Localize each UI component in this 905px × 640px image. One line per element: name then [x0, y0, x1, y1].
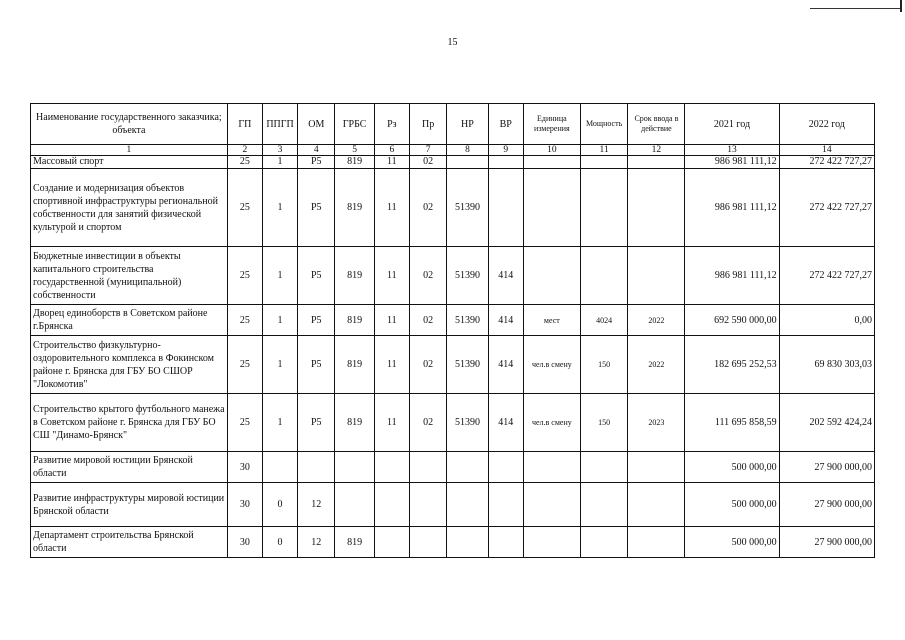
cell-ppgp: 0	[262, 483, 297, 527]
table-row	[31, 169, 875, 247]
col-header-pr: Пр	[409, 104, 446, 145]
cell-term: 2022	[628, 305, 685, 336]
cell-rz	[374, 452, 409, 483]
cell-nr	[447, 527, 488, 558]
page-number: 15	[447, 37, 458, 48]
cell-pr	[409, 483, 446, 527]
cell-ppgp: 1	[262, 156, 297, 169]
cell-rz: 11	[374, 336, 409, 394]
cell-capacity	[580, 483, 628, 527]
cell-vr: 414	[488, 394, 523, 452]
cell-pr	[409, 452, 446, 483]
cell-vr	[488, 156, 523, 169]
cell-grbs: 819	[335, 305, 374, 336]
cell-nr: 51390	[447, 247, 488, 305]
cell-om: Р5	[298, 156, 335, 169]
col-header-capacity-label: Мощность	[586, 119, 623, 128]
cell-vr	[488, 169, 523, 247]
cell-grbs: 819	[335, 336, 374, 394]
cell-2022: 27 900 000,00	[779, 483, 874, 527]
column-number: 10	[523, 145, 580, 156]
cell-2021: 986 981 111,12	[685, 169, 779, 247]
cell-ppgp: 1	[262, 394, 297, 452]
table-row	[31, 483, 875, 527]
row-name: Строительство физкультурно-оздоровительного комплекса в Фокинском районе г. Брянска для ГБУ БО СШОР "Локомотив"	[31, 336, 228, 394]
cell-capacity	[580, 452, 628, 483]
cell-term	[628, 247, 685, 305]
cell-om: Р5	[298, 305, 335, 336]
cell-ppgp	[262, 452, 297, 483]
cell-ppgp: 1	[262, 305, 297, 336]
column-number: 2	[227, 145, 262, 156]
cell-gp: 30	[227, 527, 262, 558]
cell-rz: 11	[374, 394, 409, 452]
col-header-vr: ВР	[488, 104, 523, 145]
cell-2022: 202 592 424,24	[779, 394, 874, 452]
col-header-gp: ГП	[227, 104, 262, 145]
cell-grbs: 819	[335, 247, 374, 305]
cell-vr	[488, 452, 523, 483]
cell-term: 2022	[628, 336, 685, 394]
cell-2022: 27 900 000,00	[779, 527, 874, 558]
col-header-2021: 2021 год	[685, 104, 779, 145]
column-number: 14	[779, 145, 874, 156]
cell-unit	[523, 483, 580, 527]
cell-2022: 272 422 727,27	[779, 247, 874, 305]
table-row	[31, 156, 875, 169]
col-header-term-label: Срок ввода в действие	[634, 114, 679, 133]
cell-capacity: 4024	[580, 305, 628, 336]
column-number: 13	[685, 145, 779, 156]
table-row	[31, 394, 875, 452]
col-header-rz: Рз	[374, 104, 409, 145]
row-name: Развитие инфраструктуры мировой юстиции Брянской области	[31, 483, 228, 527]
cell-grbs: 819	[335, 156, 374, 169]
col-header-name: Наименование государственного заказчика; объекта	[31, 104, 228, 145]
cell-om: Р5	[298, 336, 335, 394]
cell-unit	[523, 156, 580, 169]
col-header-ppgp: ППГП	[262, 104, 297, 145]
row-name: Развитие мировой юстиции Брянской области	[31, 452, 228, 483]
column-number: 9	[488, 145, 523, 156]
row-name: Департамент строительства Брянской области	[31, 527, 228, 558]
col-header-unit	[523, 104, 580, 145]
cell-pr: 02	[409, 169, 446, 247]
cell-om: Р5	[298, 394, 335, 452]
cell-capacity	[580, 247, 628, 305]
cell-om: Р5	[298, 169, 335, 247]
cell-pr: 02	[409, 305, 446, 336]
column-number: 12	[628, 145, 685, 156]
header-row	[31, 104, 875, 145]
cell-term	[628, 527, 685, 558]
cell-grbs: 819	[335, 394, 374, 452]
cell-unit	[523, 527, 580, 558]
cell-om	[298, 452, 335, 483]
cell-2022: 69 830 303,03	[779, 336, 874, 394]
cell-unit	[523, 452, 580, 483]
cell-ppgp: 1	[262, 247, 297, 305]
cell-pr: 02	[409, 394, 446, 452]
cell-gp: 25	[227, 156, 262, 169]
cell-grbs	[335, 452, 374, 483]
column-number: 7	[409, 145, 446, 156]
cell-rz: 11	[374, 156, 409, 169]
table-body	[31, 156, 875, 558]
cell-nr	[447, 452, 488, 483]
cell-nr: 51390	[447, 336, 488, 394]
cell-rz: 11	[374, 247, 409, 305]
table-row	[31, 305, 875, 336]
cell-vr: 414	[488, 305, 523, 336]
cell-gp: 30	[227, 452, 262, 483]
cell-rz: 11	[374, 305, 409, 336]
cell-2021: 986 981 111,12	[685, 156, 779, 169]
cell-nr	[447, 483, 488, 527]
budget-table	[30, 103, 875, 558]
cell-pr: 02	[409, 247, 446, 305]
cell-om: Р5	[298, 247, 335, 305]
cell-term: 2023	[628, 394, 685, 452]
cell-term	[628, 169, 685, 247]
cell-2021: 182 695 252,53	[685, 336, 779, 394]
cell-gp: 25	[227, 394, 262, 452]
col-header-grbs: ГРБС	[335, 104, 374, 145]
col-header-unit-label: Единица измерения	[533, 114, 570, 133]
cell-2021: 500 000,00	[685, 452, 779, 483]
row-name: Бюджетные инвестиции в объекты капитального строительства государственной (муниципальной) собственности	[31, 247, 228, 305]
cell-2021: 500 000,00	[685, 527, 779, 558]
cell-rz	[374, 483, 409, 527]
cell-ppgp: 0	[262, 527, 297, 558]
column-number: 1	[31, 145, 228, 156]
col-header-nr: НР	[447, 104, 488, 145]
row-name: Дворец единоборств в Советском районе г.Брянска	[31, 305, 228, 336]
cell-unit	[523, 247, 580, 305]
cell-ppgp: 1	[262, 336, 297, 394]
cell-grbs: 819	[335, 169, 374, 247]
cell-unit	[523, 169, 580, 247]
cell-pr: 02	[409, 336, 446, 394]
row-name: Создание и модернизация объектов спортивной инфраструктуры региональной собственности для занятий физической культурой и спортом	[31, 169, 228, 247]
cell-nr: 51390	[447, 394, 488, 452]
cell-2021: 500 000,00	[685, 483, 779, 527]
cell-ppgp: 1	[262, 169, 297, 247]
cell-pr: 02	[409, 156, 446, 169]
cell-grbs	[335, 483, 374, 527]
cell-rz: 11	[374, 169, 409, 247]
col-header-2022: 2022 год	[779, 104, 874, 145]
column-number: 11	[580, 145, 628, 156]
cell-om: 12	[298, 483, 335, 527]
cell-2022: 0,00	[779, 305, 874, 336]
cell-gp: 25	[227, 169, 262, 247]
cell-vr: 414	[488, 247, 523, 305]
cell-gp: 30	[227, 483, 262, 527]
column-number: 4	[298, 145, 335, 156]
column-number: 6	[374, 145, 409, 156]
column-number: 8	[447, 145, 488, 156]
cell-term	[628, 452, 685, 483]
cell-vr	[488, 483, 523, 527]
cell-2021: 692 590 000,00	[685, 305, 779, 336]
cell-capacity	[580, 156, 628, 169]
cell-capacity: 150	[580, 394, 628, 452]
corner-tick	[900, 0, 902, 12]
cell-term	[628, 156, 685, 169]
col-header-capacity	[580, 104, 628, 145]
cell-gp: 25	[227, 305, 262, 336]
cell-gp: 25	[227, 247, 262, 305]
cell-2022: 272 422 727,27	[779, 169, 874, 247]
cell-nr: 51390	[447, 305, 488, 336]
column-number-row	[31, 145, 875, 156]
cell-om: 12	[298, 527, 335, 558]
column-number: 5	[335, 145, 374, 156]
table-row	[31, 247, 875, 305]
cell-2021: 986 981 111,12	[685, 247, 779, 305]
cell-term	[628, 483, 685, 527]
cell-capacity: 150	[580, 336, 628, 394]
row-name: Строительство крытого футбольного манежа в Советском районе г. Брянска для ГБУ БО СШ "Динамо-Брянск"	[31, 394, 228, 452]
col-header-om: ОМ	[298, 104, 335, 145]
cell-unit: чел.в смену	[523, 394, 580, 452]
cell-unit: чел.в смену	[523, 336, 580, 394]
cell-capacity	[580, 169, 628, 247]
cell-grbs: 819	[335, 527, 374, 558]
cell-rz	[374, 527, 409, 558]
col-header-term	[628, 104, 685, 145]
cell-pr	[409, 527, 446, 558]
column-number: 3	[262, 145, 297, 156]
cell-nr: 51390	[447, 169, 488, 247]
cell-2022: 272 422 727,27	[779, 156, 874, 169]
table-row	[31, 452, 875, 483]
row-name: Массовый спорт	[31, 156, 228, 169]
cell-nr	[447, 156, 488, 169]
cell-gp: 25	[227, 336, 262, 394]
cell-unit: мест	[523, 305, 580, 336]
cell-2021: 111 695 858,59	[685, 394, 779, 452]
cell-capacity	[580, 527, 628, 558]
cell-vr: 414	[488, 336, 523, 394]
cell-2022: 27 900 000,00	[779, 452, 874, 483]
cell-vr	[488, 527, 523, 558]
corner-line	[810, 2, 900, 9]
table-row	[31, 527, 875, 558]
table-row	[31, 336, 875, 394]
